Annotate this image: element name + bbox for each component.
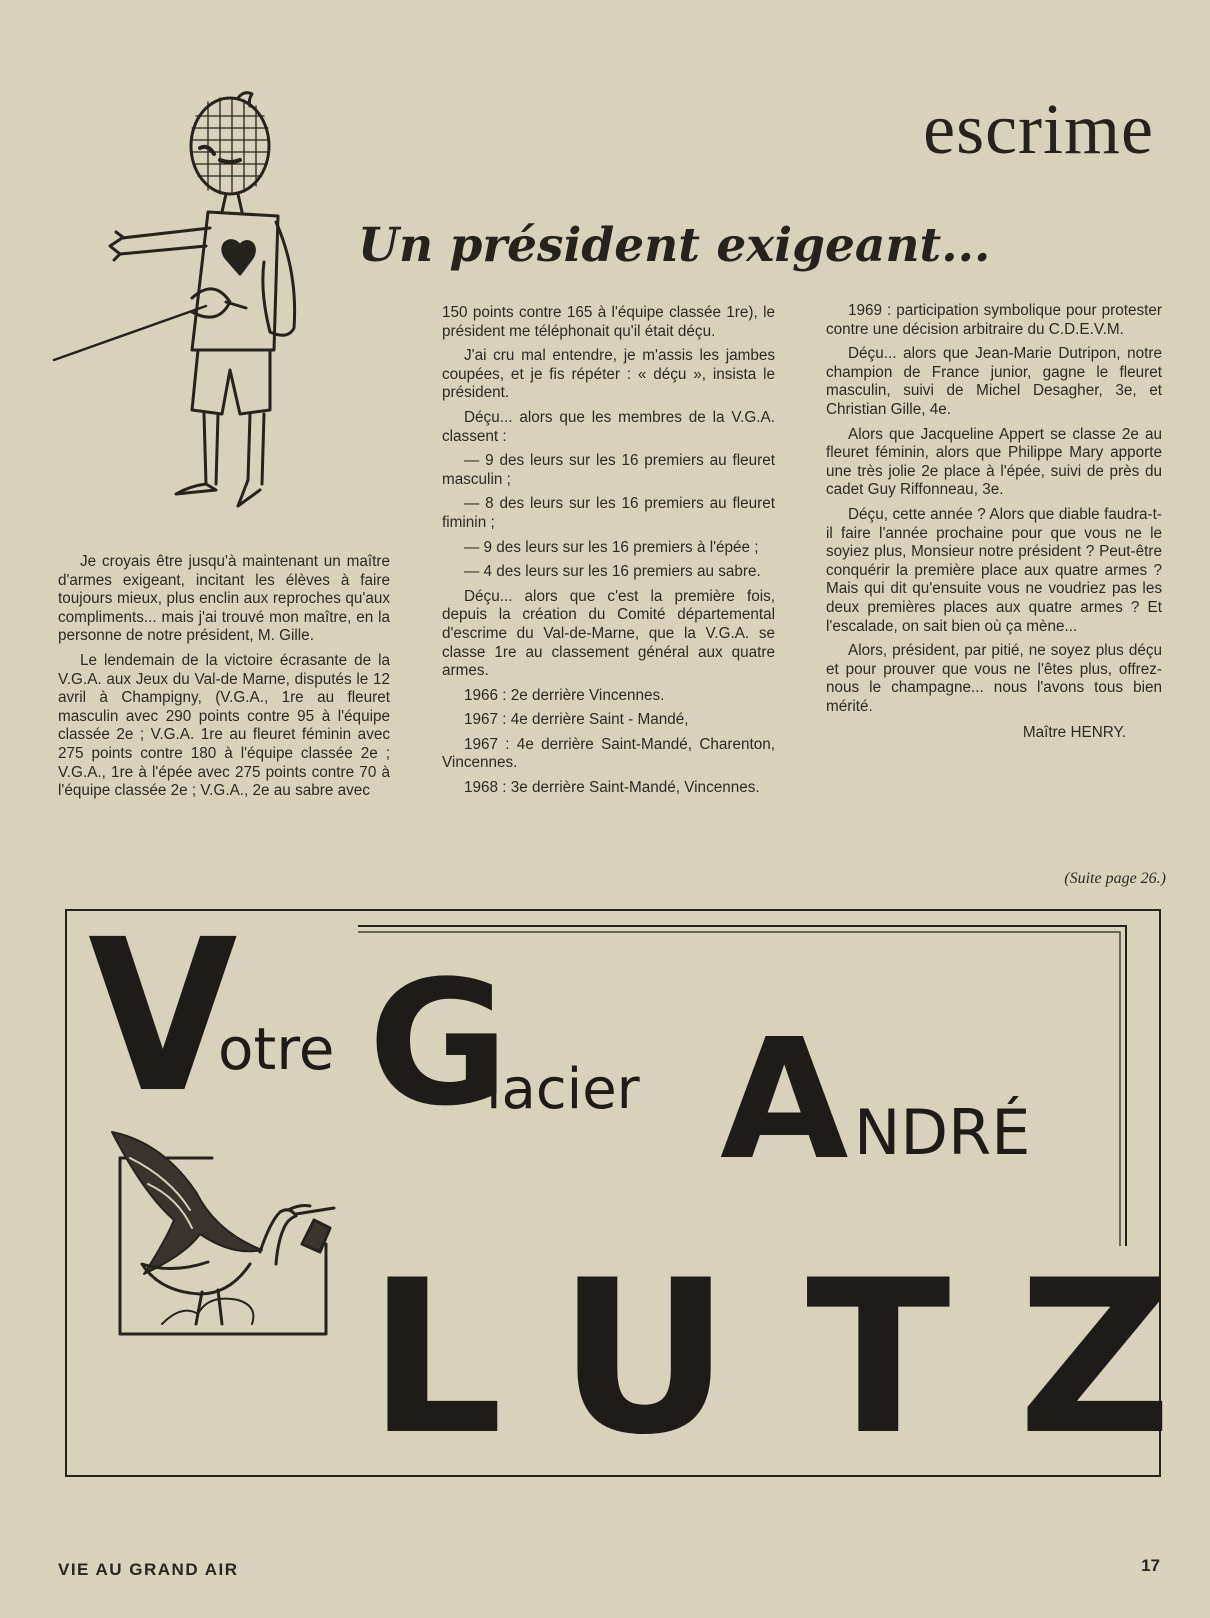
paragraph: 1967 : 4e derrière Saint-Mandé, Charenton, Vincennes. [442, 735, 775, 772]
paragraph: 1969 : participation symbolique pour protester contre une décision arbitraire du C.D.E.V.M. [826, 302, 1162, 338]
headline: Un président exigeant... [358, 218, 991, 273]
paragraph: 1966 : 2e derrière Vincennes. [464, 686, 665, 704]
paragraph: — 4 des leurs sur les 16 premiers au sabre. [464, 563, 761, 581]
paragraph: 1968 : 3e derrière Saint-Mandé, Vincennes. [464, 779, 760, 797]
ad-letter-z: Z [1018, 1234, 1172, 1481]
ad-letter-t: T [806, 1234, 951, 1481]
paragraph: Déçu... alors que c'est la première fois, depuis la création du Comité départemental d'escrime du Val-de-Marne, que la V.G.A. se classe 1re au classement général aux quatre armes. [442, 587, 775, 680]
paragraph: — 8 des leurs sur les 16 premiers au fleuret fiminin ; [442, 495, 775, 531]
fencer-illustration [50, 88, 360, 528]
paragraph: Déçu... alors que les membres de la V.G.A. classent : [442, 408, 775, 445]
signature: Maître HENRY. [1022, 724, 1126, 742]
paragraph: Le lendemain de la victoire écrasante de la V.G.A. aux Jeux du Val-de Marne, disputés le 12 avril à Champigny, (V.G.A., 1re au fleuret masculin avec 290 points contre 95 à l'équipe classée 2e ; V.G.A. 1re au fleuret féminin avec 275 points contre 180 à l'équipe classée 2e ; V.G.A., 1re à l'épée avec 275 points contre 70 à l'équipe classée 2e ; V.G.A., 2e au sabre avec [58, 651, 390, 800]
stork-illustration [102, 1124, 352, 1354]
advertisement [58, 894, 1172, 1482]
ad-letter-g: G [368, 943, 510, 1144]
paragraph: 150 points contre 165 à l'équipe classée 1re), le président me téléphonait qu'il était déçu. [442, 304, 775, 340]
paragraph: 1967 : 4e derrière Saint - Mandé, [464, 711, 689, 729]
ad-word-votre: otre [218, 1015, 335, 1083]
article-column-3 [826, 302, 1162, 749]
continued-note: (Suite page 26.) [1064, 870, 1166, 887]
article-column-2 [442, 304, 775, 804]
paragraph: — 9 des leurs sur les 16 premiers au fleuret masculin ; [442, 452, 775, 488]
section-title: escrime [923, 89, 1154, 169]
ad-letter-a: A [720, 1004, 849, 1197]
paragraph: — 9 des leurs sur les 16 premiers à l'épée ; [464, 538, 759, 556]
article-column-1 [58, 553, 390, 807]
paragraph: Alors que Jacqueline Appert se classe 2e au fleuret féminin, alors que Philippe Mary apporte une très jolie 2e place à l'épée, suivi de près du cadet Guy Riffonneau, 3e. [826, 425, 1162, 499]
page-number: 17 [1141, 1556, 1160, 1575]
paragraph: Déçu... alors que Jean-Marie Dutripon, notre champion de France junior, gagne le fleuret masculin, suivi de Michel Desagher, 3e, et Christian Gille, 4e. [826, 345, 1162, 418]
ad-letter-u: U [558, 1234, 731, 1481]
paragraph: Je croyais être jusqu'à maintenant un maître d'armes exigeant, incitant les élèves à faire toujours mieux, plus enclin aux reproches qu'aux compliments... mais j'ai trouvé mon maître, en la personne de notre président, M. Gille. [58, 553, 390, 645]
ad-letter-l: L [368, 1234, 504, 1481]
ad-letter-v: V [88, 894, 238, 1139]
ad-word-andre: NDRÉ [854, 1096, 1031, 1169]
footer-title: VIE AU GRAND AIR [58, 1560, 239, 1579]
paragraph: Déçu, cette année ? Alors que diable faudra-t-il faire l'année prochaine pour que vous ne le soyiez plus, Monsieur notre président ? Peut-être conquérir la première place aux quatre armes ? Mais qui dit qu'ensuite vous ne voudriez pas les deux premières places aux quatre armes ? Et l'escalade, on sait bien où ça mène... [826, 505, 1162, 635]
ad-word-glacier: lacier [486, 1057, 640, 1122]
paragraph: J'ai cru mal entendre, je m'assis les jambes coupées, et je fis répéter : « déçu », insista le président. [442, 347, 775, 402]
paragraph: Alors, président, par pitié, ne soyez plus déçu et pour prouver que vous ne l'êtes plus, offrez-nous le champagne... nous l'avons tous bien mérité. [826, 642, 1162, 715]
